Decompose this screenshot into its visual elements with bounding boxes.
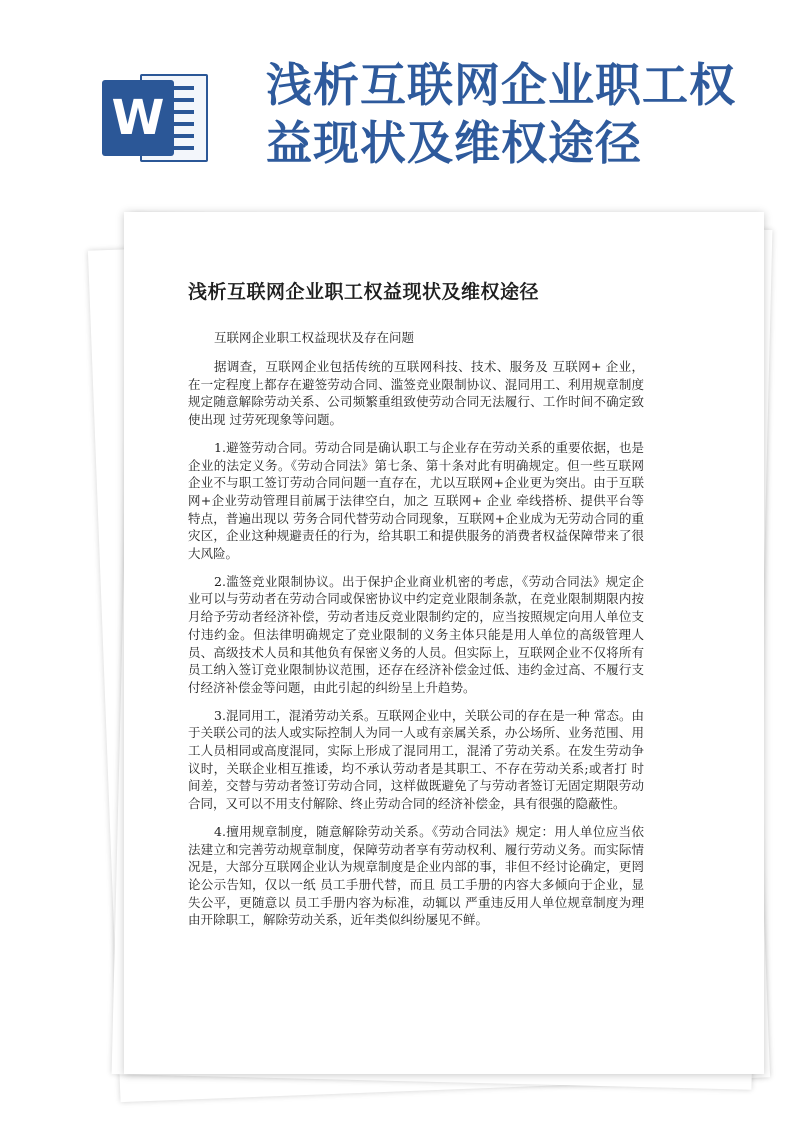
paragraph-1: 1.避签劳动合同。劳动合同是确认职工与企业存在劳动关系的重要依据，也是企业的法定义务。《劳动合同法》第七条、第十条对此有明确规定。但一些互联网企业不与职工签订劳动合同问题一直存在，尤以互联网+企业更为突出。由于互联网+企业劳动管理目前属于法律空白，加之 互联网+ 企业 牵线搭桥、提供平台等特点，普遍出现以 劳务合同代替劳动合同现象，互联网+企业成为无劳动合同的重灾区，企业这种规避责任的行为，给其职工和提供服务的消费者权益保障带来了很大风险。 — [188, 439, 644, 562]
paragraph-3: 3.混同用工，混淆劳动关系。互联网企业中，关联公司的存在是一种 常态。由于关联公司的法人或实际控制人为同一人或有亲属关系，办公场所、业务范围、用工人员相同或高度混同，实际上形成了混同用工，混淆了劳动关系。在发生劳动争议时，关联企业相互推诿，均不承认劳动者是其职工、不存在劳动关系;或者打 时间差，交替与劳动者签订劳动合同，这样做既避免了与劳动者签订无固定期限劳动合同，又可以不用支付解除、终止劳动合同的经济补偿金，具有很强的隐蔽性。 — [188, 707, 644, 812]
paragraph-2: 2.滥签竞业限制协议。出于保护企业商业机密的考虑，《劳动合同法》规定企业可以与劳动者在劳动合同或保密协议中约定竞业限制条款，在竞业限制期限内按月给予劳动者经济补偿，劳动者违反竞业限制约定的，应当按照规定向用人单位支付违约金。但法律明确规定了竞业限制的义务主体只能是用人单位的高级管理人员、高级技术人员和其他负有保密义务的人员。但实际上，互联网企业不仅将所有员工纳入签订竞业限制协议范围，还存在经济补偿金过低、违约金过高、不履行支付经济补偿金等问题，由此引起的纠纷呈上升趋势。 — [188, 573, 644, 695]
document-banner — [0, 0, 800, 200]
word-logo-letter: W — [102, 80, 174, 156]
document-title: 浅析互联网企业职工权益现状及维权途径 — [188, 281, 540, 303]
word-document-icon — [102, 70, 214, 166]
paragraph-4: 4.擅用规章制度，随意解除劳动关系。《劳动合同法》规定：用人单位应当依法建立和完善劳动规章制度，保障劳动者享有劳动权利、履行劳动义务。而实际情况是，大部分互联网企业认为规章制度是企业内部的事，非但不经讨论确定，更罔论公示告知，仅以一纸 员工手册代替，而且 员工手册的内容大多倾向于企业，显失公平，更随意以 员工手册内容为标准，动辄以 严重违反用人单位规章制度为理由开除职工，解除劳动关系，近年类似纠纷屡见不鲜。 — [188, 823, 644, 928]
banner-title: 浅析互联网企业职工权益现状及维权途径 — [266, 58, 736, 170]
paragraph-intro: 据调查，互联网企业包括传统的互联网科技、技术、服务及 互联网+ 企业，在一定程度上都存在避签劳动合同、滥签竞业限制协议、混同用工、利用规章制度规定随意解除劳动关系、公司频繁重组致使劳动合同无法履行、工作时间不确定致使出现 过劳死现象等问题。 — [188, 359, 644, 428]
document-body — [188, 278, 740, 939]
section-heading: 互联网企业职工权益现状及存在问题 — [214, 330, 415, 345]
